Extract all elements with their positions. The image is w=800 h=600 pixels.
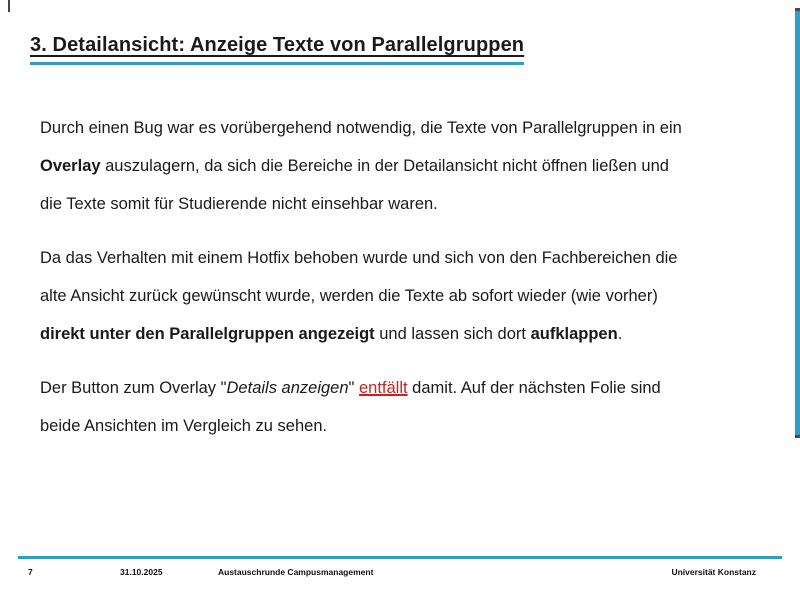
text-run: damit. Auf der nächsten Folie sind — [407, 379, 661, 397]
text-line — [40, 315, 760, 353]
text-line — [40, 407, 760, 445]
right-edge-accent-bar — [795, 8, 800, 438]
corner-mark — [8, 0, 10, 12]
text-run: die Texte somit für Studierende nicht einsehbar waren. — [40, 195, 438, 213]
text-line — [40, 239, 760, 277]
text-run: beide Ansichten im Vergleich zu sehen. — [40, 417, 328, 435]
text-run: Der Button zum Overlay " — [40, 379, 227, 397]
footer-rule — [18, 556, 782, 559]
paragraph-hotfix — [40, 239, 760, 353]
text-line — [40, 277, 760, 315]
text-line — [40, 185, 760, 223]
paragraph-button-entfaellt — [40, 369, 760, 445]
text-line — [40, 109, 760, 147]
details-anzeigen-italic-run: Details anzeigen — [226, 379, 349, 397]
footer-organization: Universität Konstanz — [671, 567, 756, 577]
aufklappen-bold-run: aufklappen — [530, 325, 618, 343]
entfaellt-highlight: entfällt — [358, 379, 408, 397]
text-run: alte Ansicht zurück gewünscht wurde, werden die Texte ab sofort wieder (wie vorher) — [40, 287, 658, 305]
direkt-bold-run: direkt unter den Parallelgruppen angezeigt — [40, 325, 375, 343]
text-run: auszulagern, da sich die Bereiche in der Detailansicht nicht öffnen ließen und — [100, 157, 669, 175]
text-run: Durch einen Bug war es vorübergehend notwendig, die Texte von Parallelgruppen in ein — [40, 119, 682, 137]
text-run: und lassen sich dort — [374, 325, 531, 343]
text-run: Da das Verhalten mit einem Hotfix behoben wurde und sich von den Fachbereichen die — [40, 249, 678, 267]
text-run: " — [348, 379, 359, 397]
overlay-bold-run: Overlay — [40, 157, 101, 175]
footer-date: 31.10.2025 — [120, 567, 163, 577]
text-run: . — [617, 325, 623, 343]
footer-page-number: 7 — [28, 567, 33, 577]
footer — [0, 567, 800, 581]
text-line — [40, 369, 760, 407]
page-title: 3. Detailansicht: Anzeige Texte von Parallelgruppen — [30, 32, 524, 65]
footer-event-title: Austauschrunde Campusmanagement — [218, 567, 374, 577]
text-line — [40, 147, 760, 185]
paragraph-bug-overlay — [40, 109, 760, 223]
slide-body — [40, 109, 760, 461]
